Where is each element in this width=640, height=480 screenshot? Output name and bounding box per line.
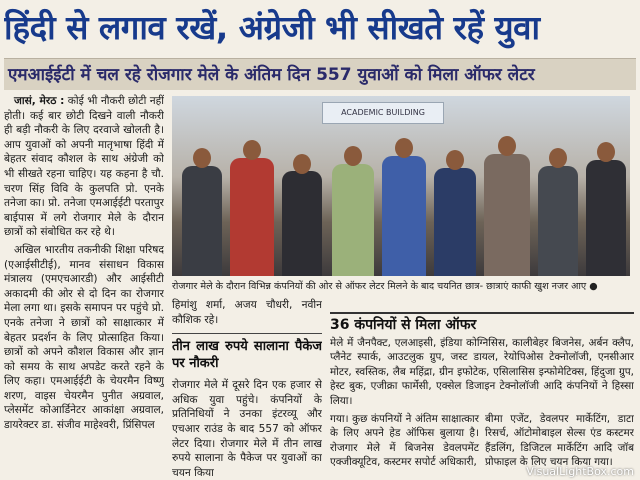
photo-person — [332, 164, 374, 276]
right-subcolumns — [330, 412, 634, 470]
photo-person-head — [549, 148, 567, 168]
academic-building-sign: ACADEMIC BUILDING — [322, 102, 444, 124]
middle-heading: तीन लाख रुपये सालाना पैकेज पर नौकरी — [172, 333, 322, 372]
subheadline: एमआईईटी में चल रहे रोजगार मेले के अंतिम दिन 557 युवाओं को मिला ऑफर लेटर — [4, 58, 636, 90]
right-column — [330, 312, 634, 480]
right-heading: 36 कंपनियों से मिला ऑफर — [330, 312, 634, 334]
photo-person — [230, 158, 274, 276]
photo-person — [484, 154, 530, 276]
left-column — [4, 94, 164, 480]
left-paragraph-1-text: कोई भी नौकरी छोटी नहीं होती। कई बार छोटी दिखने वाली नौकरी ही बड़ी नौकरी के लिए दरवाजे खोलती है। आप युवाओं को अपनी मातृभाषा हिंदी में बेहतर संवाद कौशल के साथ अंग्रेजी को भी सीखते रहना चाहिए। यह कहना है चौ. चरण सिंह विवि के कुलपति प्रो. एनके तनेजा का। प्रो. तनेजा एमआईईटी परतापुर बाईपास में लगे रोजगार मेले के दौरान छात्रों को संबोधित कर रहे थे। — [4, 95, 164, 239]
right-subcolumn-a: गया। कुछ कंपनियों ने अंतिम साक्षात्कार के लिए अपने हेड ऑफिस बुलाया है। रोजगार मेले में बिजनेस डेवलपमेंट एक्जीक्यूटिव, कस्टमर सपोर्ट अधिकारी, — [330, 413, 479, 469]
photo-person-head — [446, 150, 464, 170]
photo-person-head — [243, 140, 261, 160]
photo-person — [538, 166, 578, 276]
right-subcolumn-b: बीमा एजेंट, डेवलपर मार्केटिंग, डाटा रिसर्च, ऑटोमोबाइल सेल्स एंड कस्टमर हैंडलिंग, डिजिटल मार्केटिंग आदि जॉब प्रोफाइल के लिए चयन किया गया। — [485, 413, 634, 469]
photo-caption: रोजगार मेले के दौरान विभिन्न कंपनियों की ओर से ऑफर लेटर मिलने के बाद चयनित छात्र- छात्राएं काफी खुश नजर आए ● — [172, 281, 598, 292]
photo-person-head — [344, 146, 362, 166]
photo-person-head — [193, 148, 211, 168]
photo-person — [382, 156, 426, 276]
right-body: मेले में जैनपैक्ट, एलआइसी, इंडिया कोग्निसिस, कालीबेहर बिजनेस, अर्बन क्लैप, प्लैनेट स्पार्क, आउटलुक ग्रुप, जस्ट डायल, रेयोपिओस टेक्नोलॉजी, एनसीआर मोटर, स्वस्तिक, लैब महिंद्रा, ग्रीन इफोटेक, एसिलासिस इन्फोमेटिक्स, हिंदुजा ग्रुप, हेस्ट बुक, एजीक्रा फार्मेसी, एक्सेल डिजाइन टेक्नोलॉजी आदि कंपनियों ने हिस्सा लिया। — [330, 337, 634, 407]
photo-person-head — [293, 154, 311, 174]
photo-person-head — [597, 142, 615, 162]
dateline: जासं, मेरठ : — [14, 95, 65, 107]
left-paragraph-2: अखिल भारतीय तकनीकी शिक्षा परिषद (एआईसीटीई), मानव संसाधन विकास मंत्रालय (एमएचआरडी) और आईसीटी अकादमी की ओर से दो दिन का रोजगार मेला लगा था। इसके समापन पर पहुंचे प्रो. एनके तनेजा ने छात्रों को साक्षात्कार में बेहतर प्रदर्शन के लिए प्रोत्साहित किया। छात्रों को अपने कौशल विकास और ज्ञान को समय के साथ अपडेट करते रहने के लिए कहा। एमआईईटी के चेयरमैन विष्णु शरण, वाइस चेयरमैन पुनीत अग्रवाल, प्लेसमेंट कोआर्डिनेटर आकांक्षा अग्रवाल, डायरेक्टर डा. संजीव माहेश्वरी, प्रिंसिपल — [4, 243, 164, 432]
news-photo — [172, 96, 630, 276]
photo-person — [282, 171, 322, 276]
middle-intro: हिमांशु शर्मा, अजय चौधरी, नवीन कौशिक रहे। — [172, 299, 322, 326]
photo-person — [434, 168, 476, 276]
left-paragraph-1 — [4, 94, 164, 240]
middle-body: रोजगार मेले में दूसरे दिन एक हजार से अधिक युवा पहुंचे। कंपनियों के प्रतिनिधियों ने उनका इंटरव्यू और एचआर राउंड के बाद 557 को ऑफर लेटर दिया। रोजगार मेले में तीन लाख रुपये सालाना के पैकेज पर युवाओं का चयन किया — [172, 379, 322, 479]
middle-column — [172, 298, 322, 480]
photo-person-head — [395, 138, 413, 158]
headline: हिंदी से लगाव रखें, अंग्रेजी भी सीखते रहें युवा — [4, 8, 540, 47]
watermark: VisualLightBox.com — [526, 465, 634, 478]
photo-person — [182, 166, 222, 276]
photo-person-head — [498, 136, 516, 156]
photo-person — [586, 160, 626, 276]
